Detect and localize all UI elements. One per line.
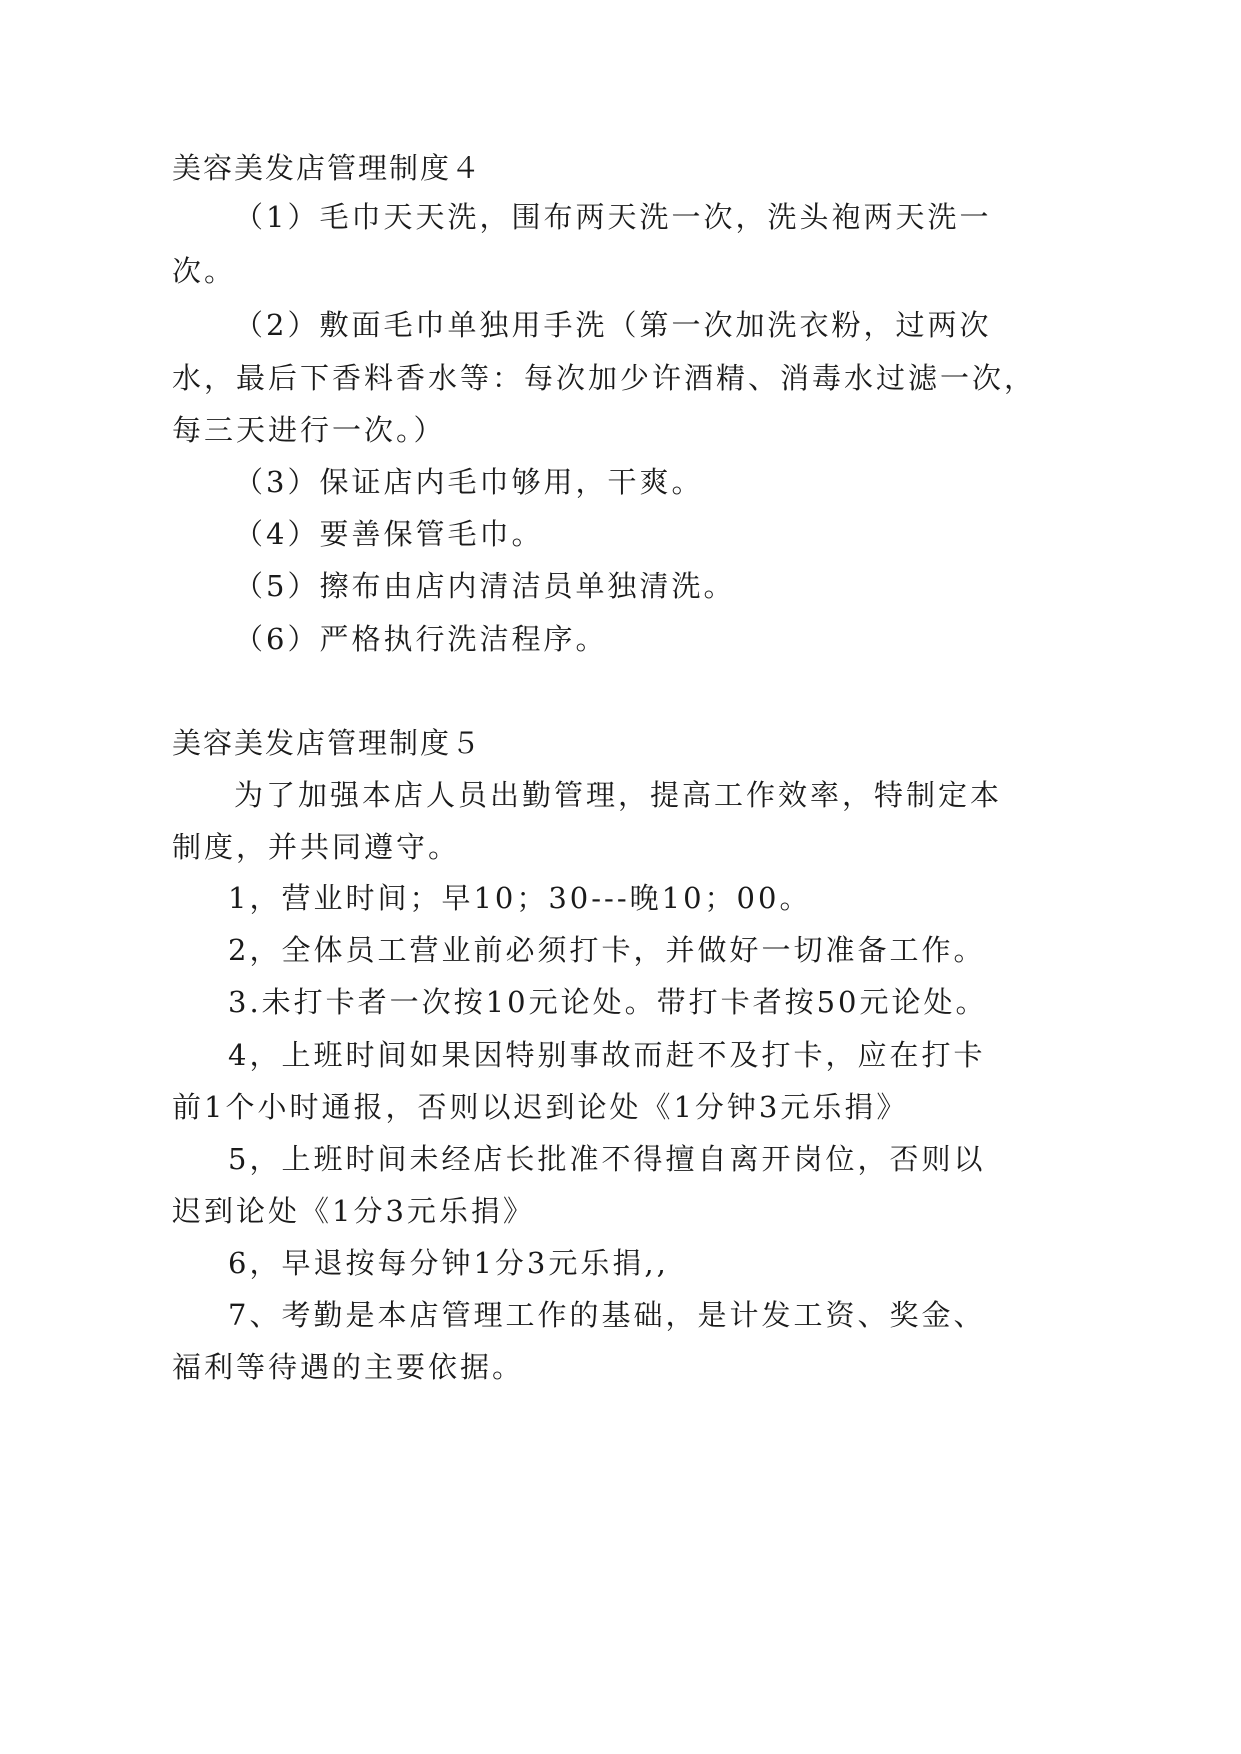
section-5-rule-4-line-1: 4，上班时间如果因特别事故而赶不及打卡，应在打卡: [228, 1038, 986, 1072]
section-4-item-1-line-1: （1）毛巾天天洗，围布两天洗一次，洗头袍两天洗一: [234, 200, 992, 234]
section-5-rule-5-line-1: 5，上班时间未经店长批准不得擅自离开岗位，否则以: [228, 1142, 986, 1176]
section-5-rule-6: 6，早退按每分钟1分3元乐捐,,: [228, 1246, 669, 1280]
section-5-intro-line-1: 为了加强本店人员出勤管理，提高工作效率，特制定本: [234, 778, 1003, 812]
section-4-item-4: （4）要善保管毛巾。: [234, 517, 544, 551]
section-5-rule-2: 2，全体员工营业前必须打卡，并做好一切准备工作。: [228, 933, 986, 967]
section-5-title: 美容美发店管理制度５: [172, 726, 483, 760]
section-5-rule-5-line-2: 迟到论处《1分3元乐捐》: [172, 1194, 535, 1228]
section-4-item-6: （6）严格执行洗洁程序。: [234, 622, 608, 656]
section-4-title: 美容美发店管理制度４: [172, 151, 483, 185]
section-5-rule-3: 3.未打卡者一次按10元论处。带打卡者按50元论处。: [228, 985, 988, 1019]
section-4-item-2-line-2: 水，最后下香料香水等：每次加少许酒精、消毒水过滤一次，: [172, 361, 1037, 395]
section-5-rule-7-line-2: 福利等待遇的主要依据。: [172, 1350, 525, 1384]
section-4-item-1-line-2: 次。: [172, 254, 237, 288]
section-5-rule-1: 1，营业时间；早10；30---晚10；00。: [228, 881, 812, 915]
section-4-item-5: （5）擦布由店内清洁员单独清洗。: [234, 569, 736, 603]
section-5-rule-4-line-2: 前1个小时通报，否则以迟到论处《1分钟3元乐捐》: [172, 1090, 909, 1124]
section-5-intro-line-2: 制度，并共同遵守。: [172, 830, 461, 864]
section-4-item-2-line-3: 每三天进行一次。）: [172, 413, 446, 447]
section-4-item-3: （3）保证店内毛巾够用，干爽。: [234, 465, 704, 499]
section-5-rule-7-line-1: 7、考勤是本店管理工作的基础，是计发工资、奖金、: [228, 1298, 986, 1332]
section-4-item-2-line-1: （2）敷面毛巾单独用手洗（第一次加洗衣粉，过两次: [234, 308, 992, 342]
